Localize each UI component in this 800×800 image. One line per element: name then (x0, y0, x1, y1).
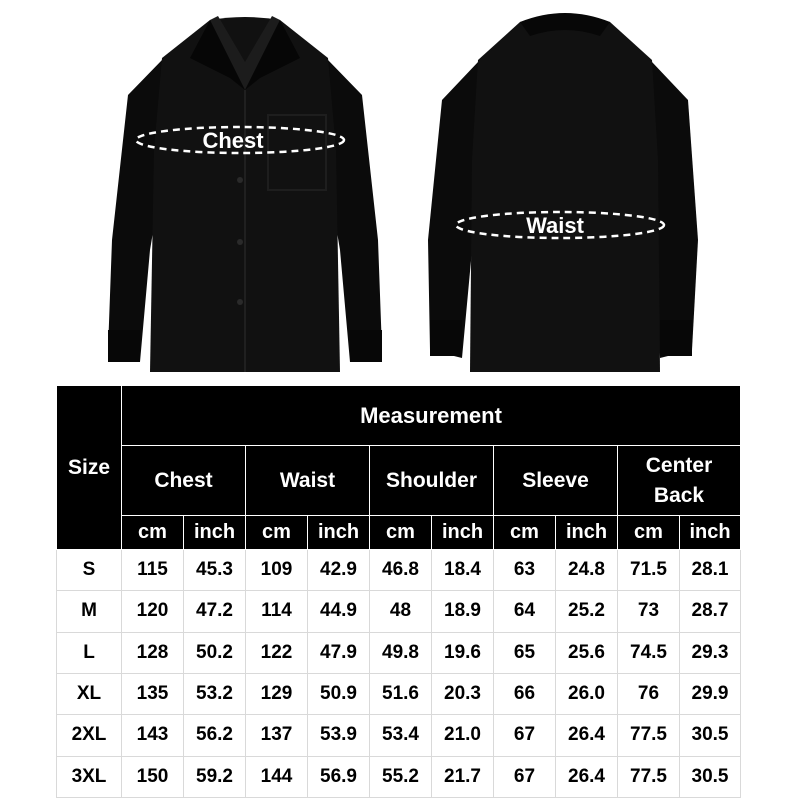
value-cell: 115 (122, 550, 184, 591)
value-cell: 20.3 (432, 673, 494, 714)
value-cell: 114 (246, 591, 308, 632)
unit-header: cm (370, 516, 432, 550)
value-cell: 25.2 (556, 591, 618, 632)
value-cell: 143 (122, 715, 184, 756)
waist-label: Waist (526, 213, 584, 238)
value-cell: 150 (122, 756, 184, 797)
table-row (57, 550, 741, 591)
value-cell: 18.9 (432, 591, 494, 632)
table-row (57, 715, 741, 756)
size-header: Size (57, 386, 122, 550)
center-back-line1: Center (645, 453, 713, 477)
unit-header: cm (494, 516, 556, 550)
value-cell: 109 (246, 550, 308, 591)
size-cell: 3XL (57, 756, 122, 797)
unit-header: inch (184, 516, 246, 550)
value-cell: 71.5 (618, 550, 680, 591)
value-cell: 55.2 (370, 756, 432, 797)
size-cell: S (57, 550, 122, 591)
value-cell: 65 (494, 632, 556, 673)
chest-label: Chest (202, 128, 264, 153)
value-cell: 30.5 (680, 715, 741, 756)
value-cell: 63 (494, 550, 556, 591)
center-back-line2: Back (653, 483, 705, 507)
value-cell: 47.2 (184, 591, 246, 632)
shirt-back-image (420, 0, 710, 385)
unit-header: cm (618, 516, 680, 550)
value-cell: 77.5 (618, 756, 680, 797)
group-header-chest: Chest (122, 446, 246, 516)
value-cell: 66 (494, 673, 556, 714)
value-cell: 56.2 (184, 715, 246, 756)
value-cell: 28.1 (680, 550, 741, 591)
value-cell: 49.8 (370, 632, 432, 673)
value-cell: 50.2 (184, 632, 246, 673)
value-cell: 29.9 (680, 673, 741, 714)
value-cell: 44.9 (308, 591, 370, 632)
value-cell: 53.9 (308, 715, 370, 756)
value-cell: 122 (246, 632, 308, 673)
group-header-center-back (618, 446, 741, 516)
value-cell: 135 (122, 673, 184, 714)
value-cell: 47.9 (308, 632, 370, 673)
table-row (57, 632, 741, 673)
value-cell: 120 (122, 591, 184, 632)
value-cell: 144 (246, 756, 308, 797)
value-cell: 24.8 (556, 550, 618, 591)
product-photos (0, 0, 800, 385)
value-cell: 56.9 (308, 756, 370, 797)
measurement-header: Measurement (122, 386, 741, 446)
unit-header: inch (308, 516, 370, 550)
value-cell: 26.4 (556, 756, 618, 797)
value-cell: 51.6 (370, 673, 432, 714)
value-cell: 53.4 (370, 715, 432, 756)
value-cell: 21.0 (432, 715, 494, 756)
size-chart-table (56, 385, 741, 798)
value-cell: 18.4 (432, 550, 494, 591)
value-cell: 137 (246, 715, 308, 756)
size-cell: XL (57, 673, 122, 714)
value-cell: 64 (494, 591, 556, 632)
value-cell: 21.7 (432, 756, 494, 797)
value-cell: 50.9 (308, 673, 370, 714)
value-cell: 29.3 (680, 632, 741, 673)
value-cell: 76 (618, 673, 680, 714)
value-cell: 28.7 (680, 591, 741, 632)
group-header-sleeve: Sleeve (494, 446, 618, 516)
value-cell: 26.4 (556, 715, 618, 756)
table-row (57, 756, 741, 797)
value-cell: 25.6 (556, 632, 618, 673)
group-header-shoulder: Shoulder (370, 446, 494, 516)
unit-header: inch (680, 516, 741, 550)
value-cell: 26.0 (556, 673, 618, 714)
size-cell: L (57, 632, 122, 673)
value-cell: 77.5 (618, 715, 680, 756)
value-cell: 45.3 (184, 550, 246, 591)
value-cell: 42.9 (308, 550, 370, 591)
size-cell: M (57, 591, 122, 632)
value-cell: 128 (122, 632, 184, 673)
value-cell: 59.2 (184, 756, 246, 797)
value-cell: 30.5 (680, 756, 741, 797)
unit-header: cm (246, 516, 308, 550)
value-cell: 53.2 (184, 673, 246, 714)
value-cell: 67 (494, 756, 556, 797)
unit-header: inch (432, 516, 494, 550)
unit-header: inch (556, 516, 618, 550)
shirt-front-image (100, 0, 390, 385)
size-cell: 2XL (57, 715, 122, 756)
group-header-waist: Waist (246, 446, 370, 516)
value-cell: 67 (494, 715, 556, 756)
table-row (57, 673, 741, 714)
value-cell: 73 (618, 591, 680, 632)
value-cell: 129 (246, 673, 308, 714)
unit-header: cm (122, 516, 184, 550)
value-cell: 48 (370, 591, 432, 632)
table-row (57, 591, 741, 632)
value-cell: 74.5 (618, 632, 680, 673)
value-cell: 46.8 (370, 550, 432, 591)
value-cell: 19.6 (432, 632, 494, 673)
